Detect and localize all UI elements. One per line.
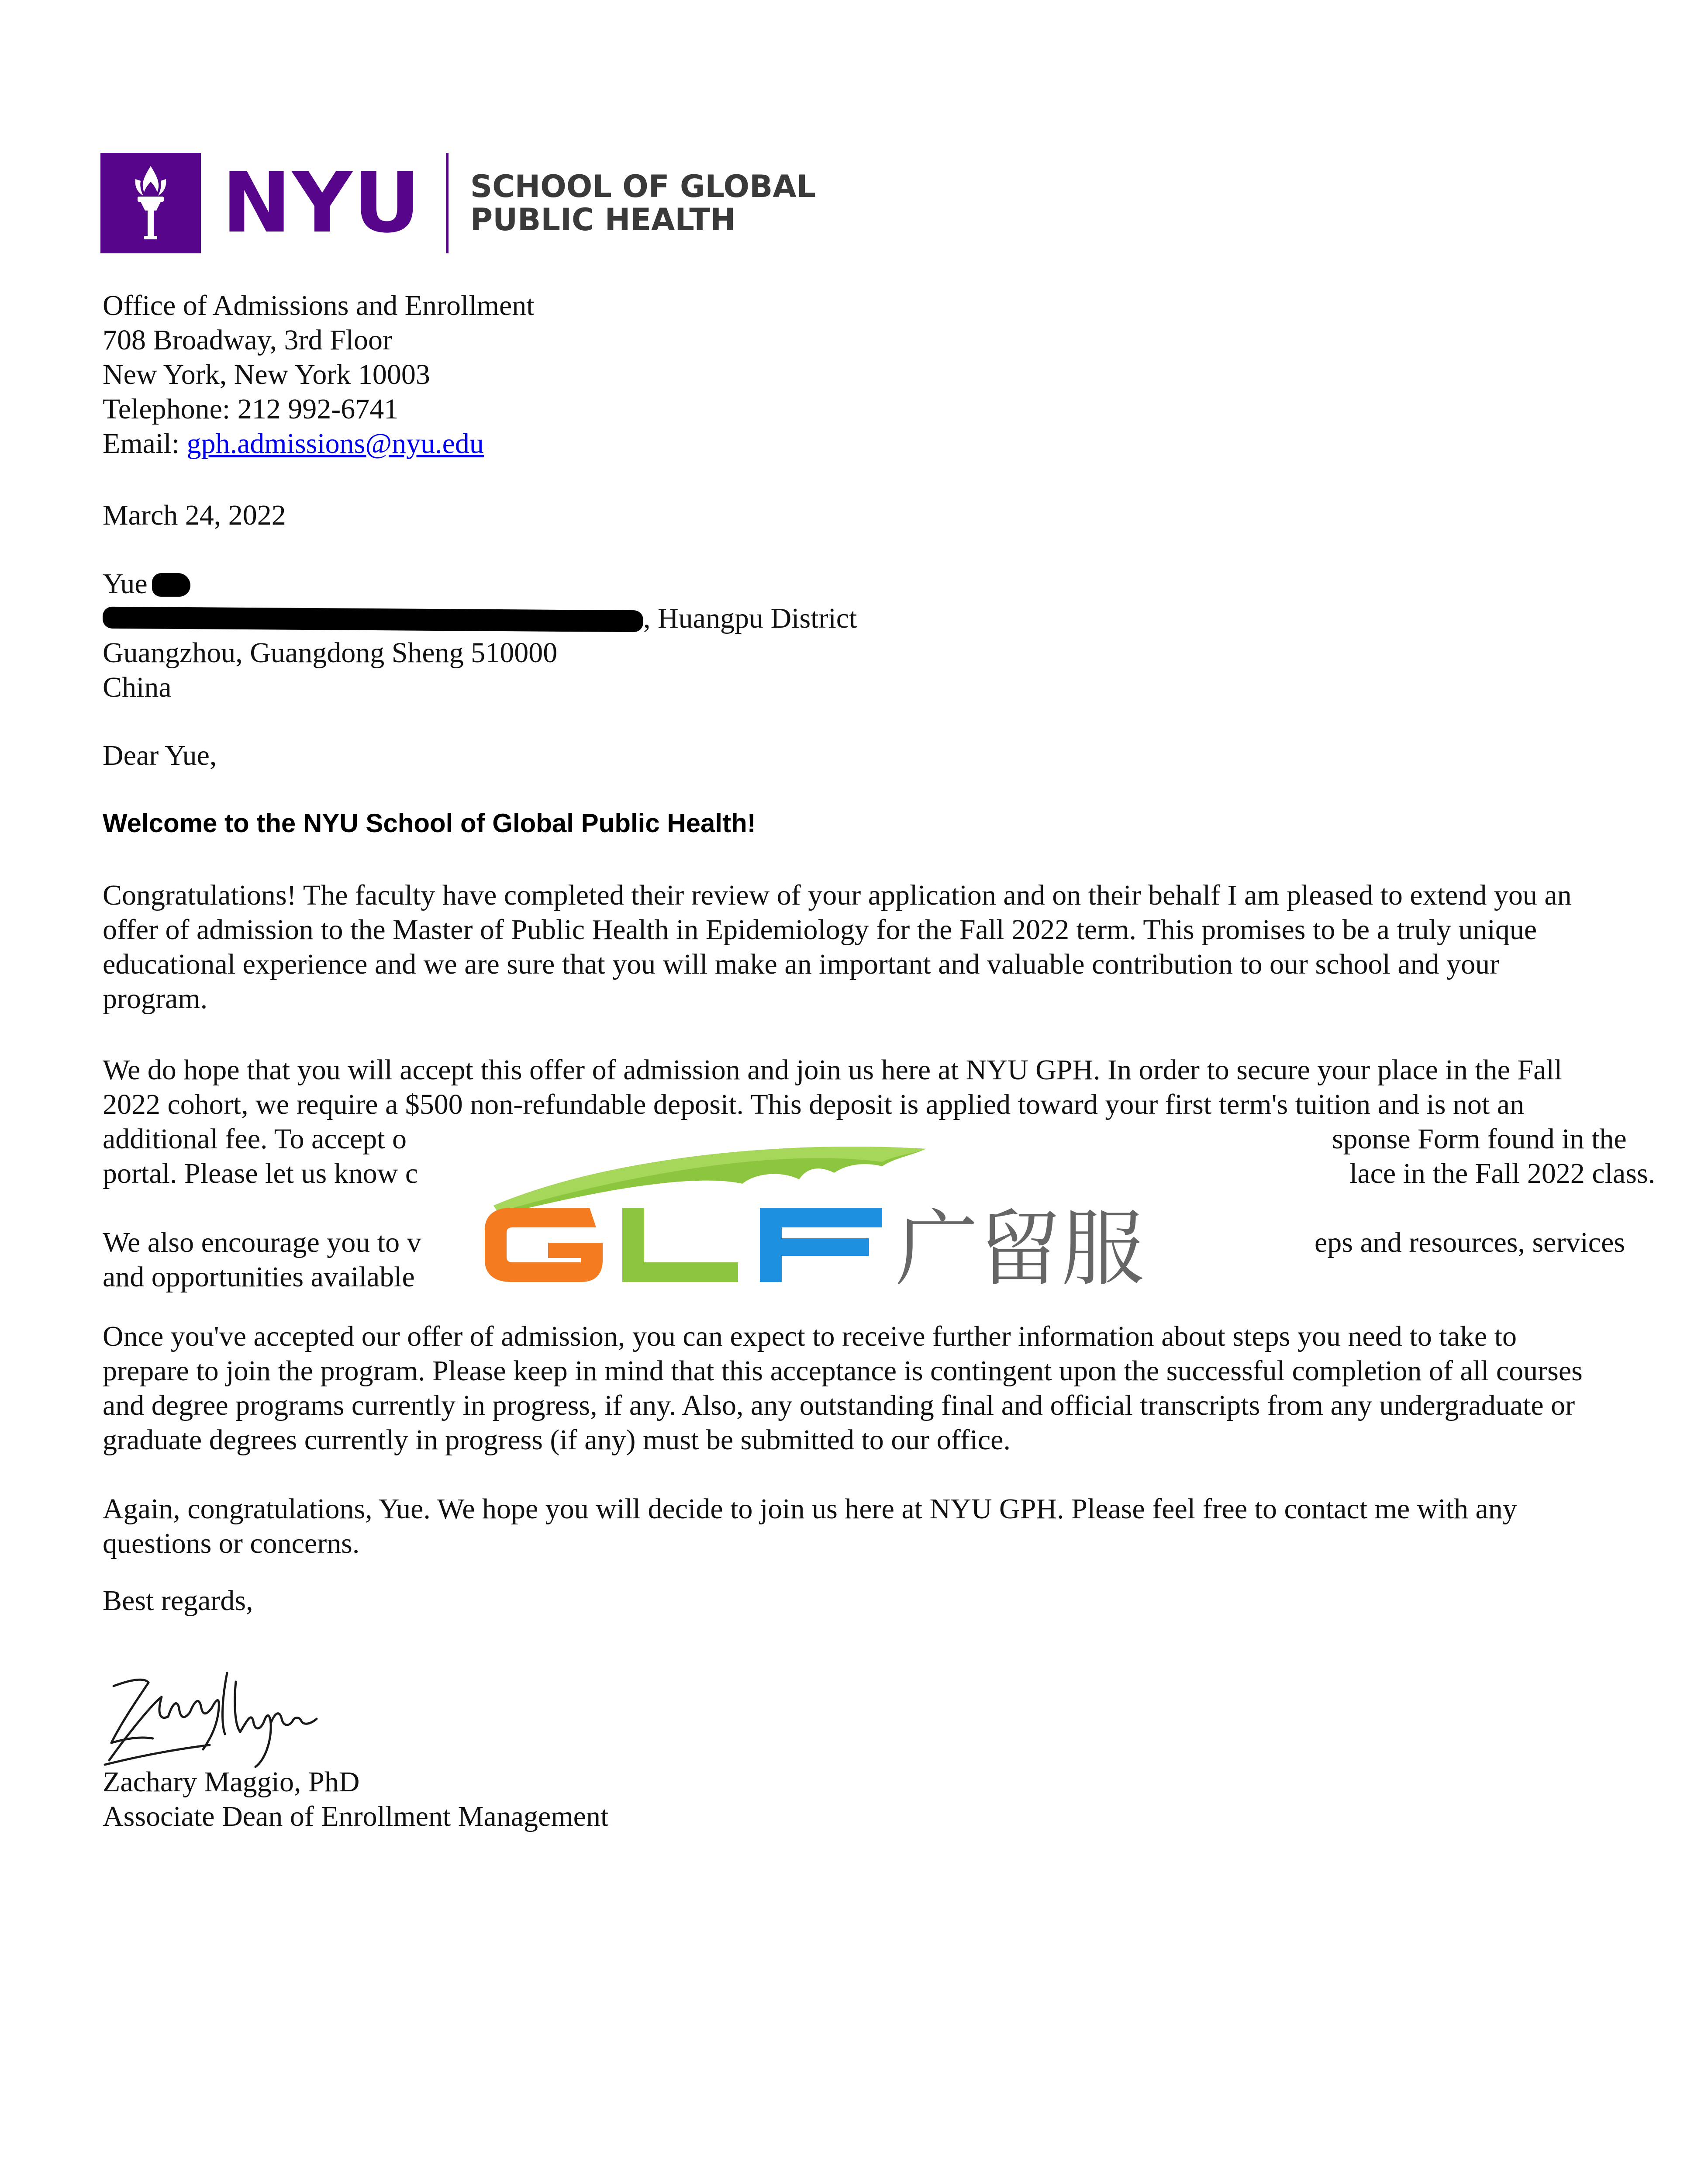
- signer-name: Zachary Maggio, PhD: [103, 1766, 360, 1798]
- redaction-mark: [152, 573, 190, 597]
- paragraph-line: Once you've accepted our offer of admission, you can expect to receive further information about steps you need to take to: [103, 1320, 1517, 1352]
- date-text: March 24, 2022: [103, 499, 286, 531]
- office-address: [103, 288, 535, 461]
- handwritten-signature: [96, 1655, 323, 1778]
- watermark-letter-g: [485, 1208, 603, 1282]
- paragraph-next-steps: [103, 1319, 1649, 1457]
- redaction-bar: [103, 607, 643, 632]
- paragraph-fragment: We also encourage you to v: [103, 1227, 421, 1258]
- recipient-name-line: [103, 567, 857, 601]
- recipient-district: , Huangpu District: [643, 602, 857, 634]
- paragraph-fragment: lace in the Fall 2022 class.: [1349, 1158, 1656, 1189]
- watermark-letter-l: [622, 1208, 738, 1282]
- recipient-country: China: [103, 671, 172, 703]
- recipient-name: Yue: [103, 568, 148, 600]
- nyu-gph-logo: [100, 153, 816, 253]
- paragraph-line: questions or concerns.: [103, 1527, 360, 1559]
- email-link[interactable]: gph.admissions@nyu.edu: [186, 428, 484, 460]
- paragraph-line: graduate degrees currently in progress (if any) must be submitted to our office.: [103, 1424, 1011, 1456]
- office-telephone: Telephone: 212 992-6741: [103, 393, 399, 425]
- paragraph-line: and opportunities available: [103, 1261, 415, 1293]
- paragraph-fragment: sponse Form found in the: [1332, 1123, 1627, 1155]
- nyu-torch-icon: [100, 153, 201, 253]
- office-city: New York, New York 10003: [103, 359, 430, 390]
- paragraph-line: Again, congratulations, Yue. We hope you will decide to join us here at NYU GPH. Please feel free to contact me with any: [103, 1493, 1517, 1525]
- letter-date: [103, 498, 286, 532]
- paragraph-line: 2022 cohort, we require a $500 non-refundable deposit. This deposit is applied toward your first term's tuition and is not an: [103, 1089, 1525, 1120]
- salutation: [103, 738, 217, 773]
- paragraph-line: prepare to join the program. Please keep in mind that this acceptance is contingent upon the successful completion of all courses: [103, 1355, 1583, 1387]
- paragraph-line: We do hope that you will accept this offer of admission and join us here at NYU GPH. In order to secure your place in the Fall: [103, 1054, 1563, 1086]
- email-label: Email:: [103, 428, 187, 460]
- recipient-address: [103, 567, 857, 705]
- paragraph-closing: [103, 1492, 1649, 1561]
- paragraph-fragment: portal. Please let us know c: [103, 1158, 418, 1189]
- signer-title: Associate Dean of Enrollment Management: [103, 1800, 609, 1832]
- office-name: Office of Admissions and Enrollment: [103, 290, 535, 321]
- glf-watermark-logo: [476, 1131, 1236, 1289]
- welcome-heading: Welcome to the NYU School of Global Public Health!: [103, 809, 756, 838]
- recipient-street-line: [103, 601, 857, 636]
- school-name-line-1: SCHOOL OF GLOBAL: [470, 169, 816, 204]
- paragraph-fragment: additional fee. To accept o: [103, 1123, 407, 1155]
- paragraph-offer: [103, 878, 1649, 1016]
- school-name: [470, 170, 816, 236]
- logo-divider: [446, 153, 449, 253]
- paragraph-line: program.: [103, 983, 208, 1015]
- watermark-letter-f: [760, 1208, 882, 1282]
- recipient-city: Guangzhou, Guangdong Sheng 510000: [103, 637, 558, 669]
- closing-text: Best regards,: [103, 1585, 253, 1617]
- office-email-line: [103, 426, 535, 461]
- paragraph-line: educational experience and we are sure that you will make an important and valuable contribution to our school and your: [103, 948, 1500, 980]
- office-street: 708 Broadway, 3rd Floor: [103, 324, 392, 356]
- watermark-chinese-text: 广留服: [895, 1201, 1145, 1289]
- paragraph-fragment: eps and resources, services: [1315, 1227, 1625, 1258]
- paragraph-line: offer of admission to the Master of Public Health in Epidemiology for the Fall 2022 term. This promises to be a truly unique: [103, 914, 1537, 946]
- salutation-text: Dear Yue,: [103, 740, 217, 771]
- paragraph-line: Congratulations! The faculty have completed their review of your application and on their behalf I am pleased to extend you an: [103, 879, 1572, 911]
- nyu-wordmark: NYU: [222, 155, 421, 251]
- paragraph-line: and degree programs currently in progress, if any. Also, any outstanding final and official transcripts from any undergraduate or: [103, 1389, 1575, 1421]
- school-name-line-2: PUBLIC HEALTH: [470, 202, 736, 238]
- closing: [103, 1583, 253, 1618]
- signer-block: [103, 1765, 608, 1834]
